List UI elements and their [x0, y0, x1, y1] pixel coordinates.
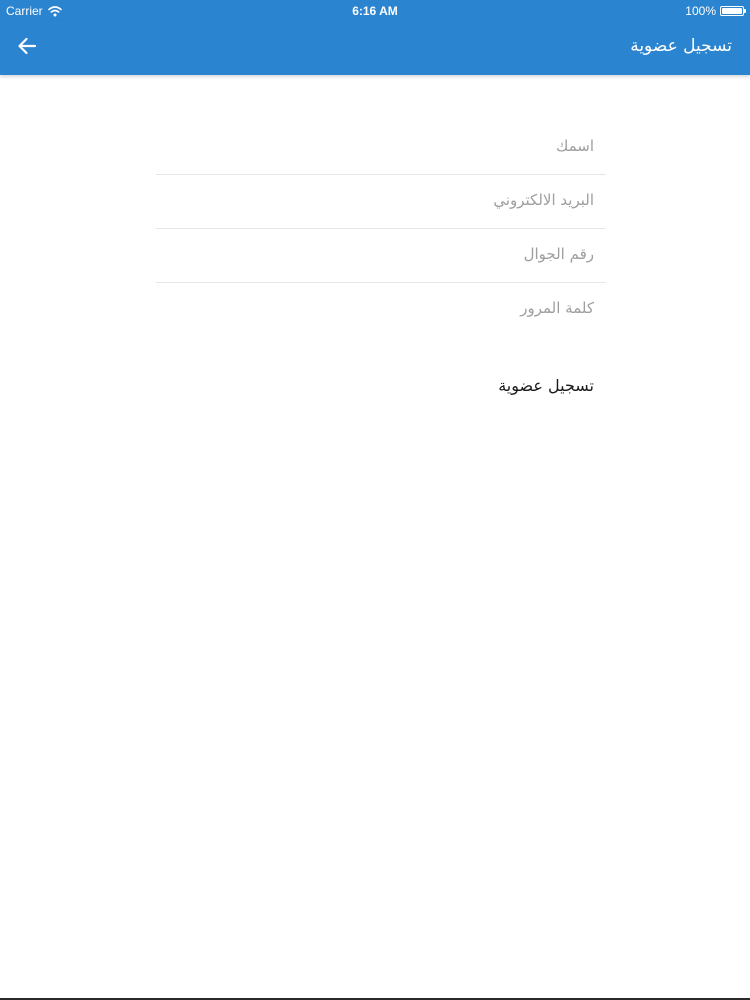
page-title: تسجيل عضوية — [630, 36, 732, 56]
arrow-left-icon — [17, 37, 37, 59]
name-field-row — [156, 121, 606, 175]
phone-input[interactable] — [156, 229, 594, 279]
phone-field-row — [156, 229, 606, 283]
back-button[interactable] — [10, 32, 44, 64]
password-input[interactable] — [156, 283, 594, 333]
battery-percentage: 100% — [685, 4, 716, 18]
password-field-row — [156, 283, 606, 337]
name-input[interactable] — [156, 121, 594, 171]
status-time: 6:16 AM — [352, 4, 398, 18]
nav-bar — [0, 21, 750, 75]
battery-icon — [720, 6, 744, 16]
status-battery — [685, 4, 744, 18]
register-button[interactable]: تسجيل عضوية — [156, 365, 594, 405]
email-input[interactable] — [156, 175, 594, 225]
carrier-label: Carrier — [6, 4, 43, 18]
status-bar — [0, 0, 750, 21]
email-field-row — [156, 175, 606, 229]
registration-form — [156, 121, 606, 337]
